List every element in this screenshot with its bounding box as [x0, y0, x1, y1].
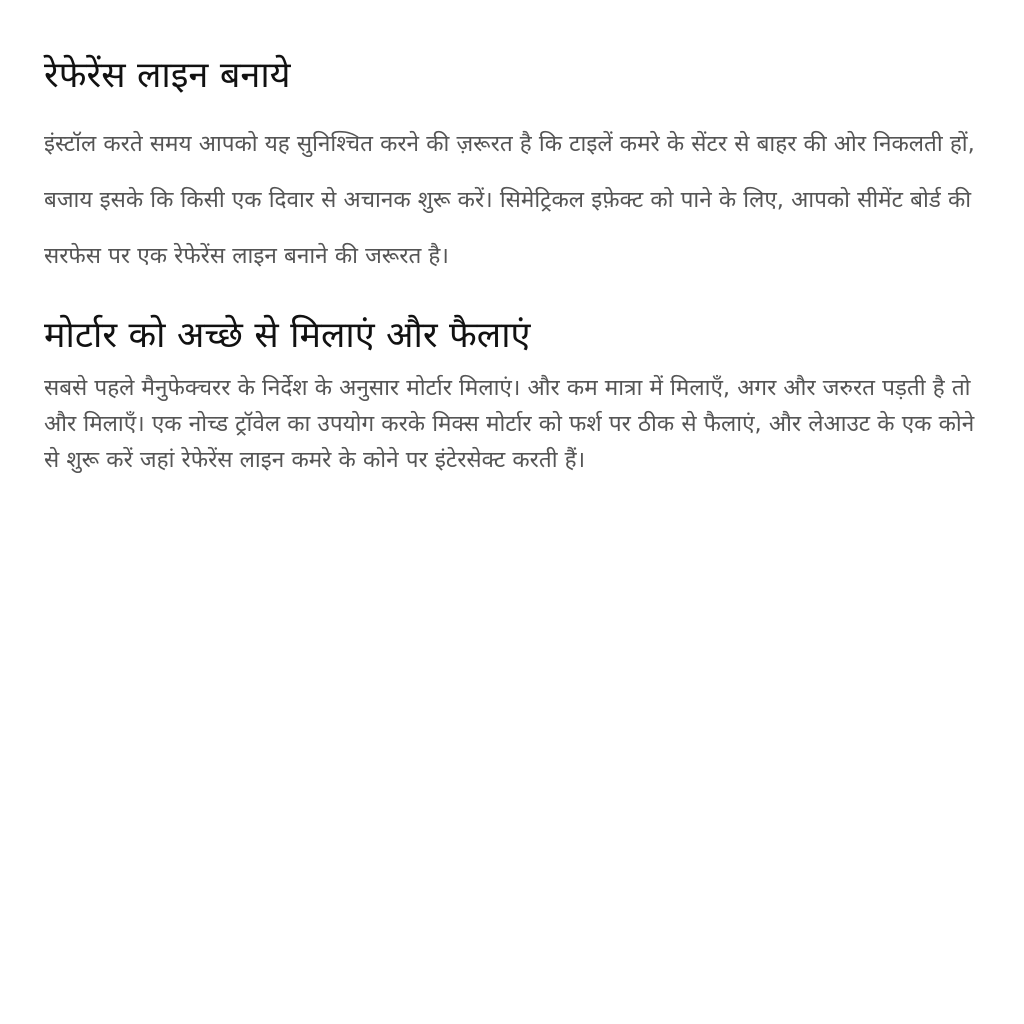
section-paragraph-reference-line: इंस्टॉल करते समय आपको यह सुनिश्चित करने की ज़रूरत है कि टाइलें कमरे के सेंटर से बाहर की ओर निकलती हों, बजाय इसके कि किसी एक दिवार से अचानक शुरू करें। सिमेट्रिकल इफ़ेक्ट को पाने के लिए, आपको सीमेंट बोर्ड की सरफेस पर एक रेफेरेंस लाइन बनाने की जरूरत है।: [44, 131, 975, 269]
section-paragraph-mortar: सबसे पहले मैनुफेक्चरर के निर्देश के अनुसार मोर्टार मिलाएं। और कम मात्रा में मिलाएँ, अगर और जरुरत पड़ती है तो और मिलाएँ। एक नोच्ड ट्रॉवेल का उपयोग करके मिक्स मोर्टार को फर्श पर ठीक से फैलाएं, और लेआउट के एक कोने से शुरू करें जहां रेफेरेंस लाइन कमरे के कोने पर इंटेरसेक्ट करती हैं।: [44, 375, 975, 473]
section-heading-mortar: मोर्टार को अच्छे से मिलाएं और फैलाएं: [44, 315, 531, 356]
section-heading-reference-line: रेफेरेंस लाइन बनाये: [44, 55, 291, 96]
